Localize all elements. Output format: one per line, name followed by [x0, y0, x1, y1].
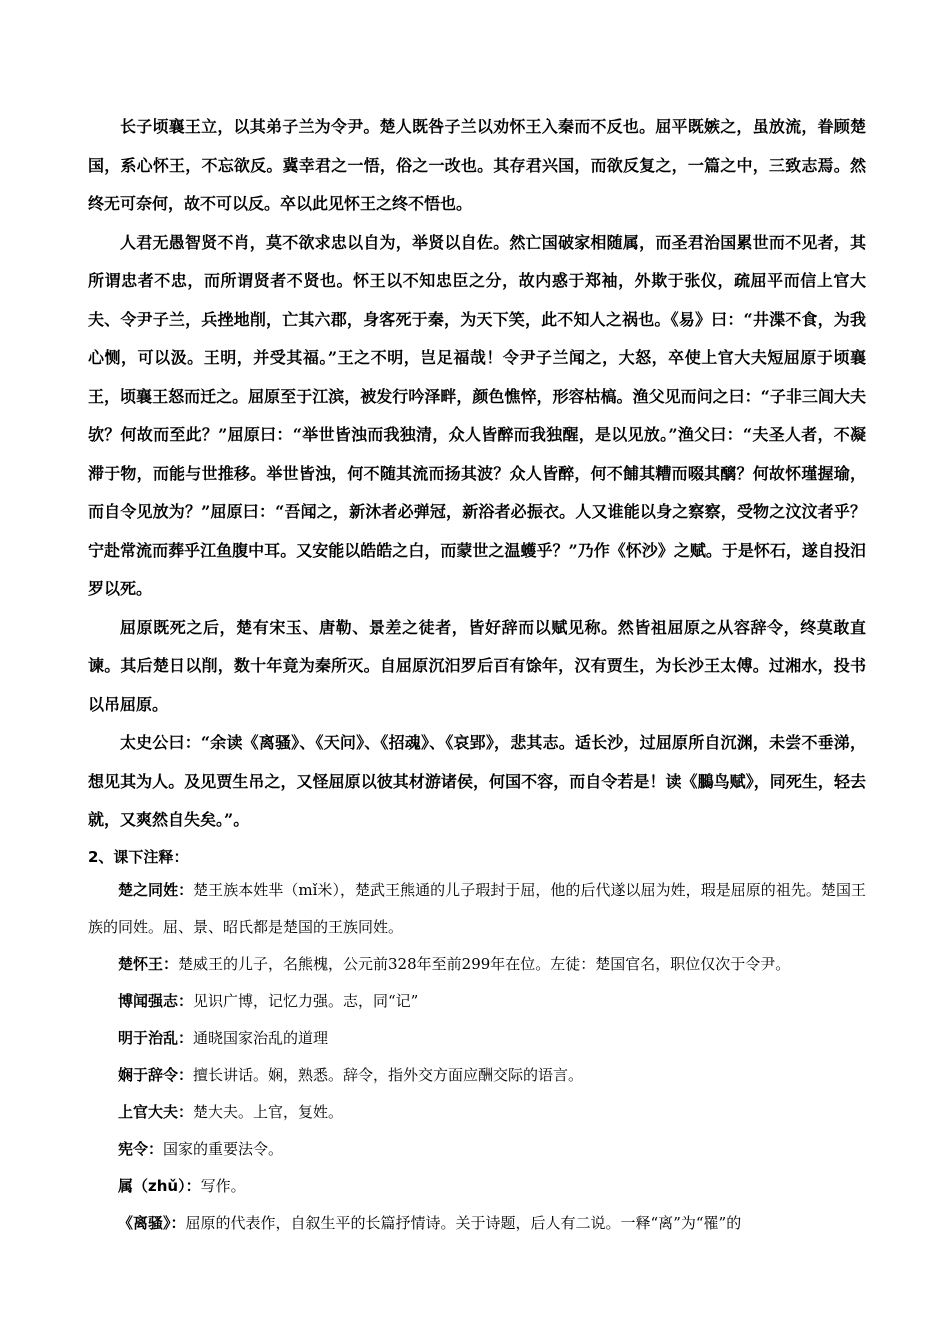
note-item	[88, 1094, 866, 1131]
note-term: 博闻强志：	[118, 991, 194, 1010]
note-term: 娴于辞令：	[118, 1065, 194, 1084]
note-item	[88, 1057, 866, 1094]
body-paragraph-1: 长子顷襄王立，以其弟子兰为令尹。楚人既咎子兰以劝怀王入秦而不反也。屈平既嫉之，虽放流，眷顾楚国，系心怀王，不忘欲反。冀幸君之一悟，俗之一改也。其存君兴国，而欲反复之，一篇之中，三致志焉。然终无可奈何，故不可以反。卒以此见怀王之终不悟也。	[88, 117, 866, 213]
note-text: 擅长讲话。娴，熟悉。辞令，指外交方面应酬交际的语言。	[193, 1065, 584, 1084]
note-item	[88, 1168, 866, 1205]
note-item	[88, 1205, 866, 1242]
section-heading: 2、课下注释：	[88, 847, 189, 866]
note-text: 楚大夫。上官，复姓。	[193, 1102, 344, 1121]
note-term: 属（zhǔ）：	[118, 1176, 201, 1195]
note-text: 楚王族本姓芈（mǐ米），楚武王熊通的儿子瑕封于屈，他的后代遂以屈为姓，瑕是屈原的祖先。楚国王族的同姓。屈、景、昭氏都是楚国的王族同姓。	[88, 880, 866, 936]
note-item	[88, 1020, 866, 1057]
document-page	[88, 108, 866, 1242]
note-text: 屈原的代表作，自叙生平的长篇抒情诗。关于诗题，后人有二说。一释“离”为“罹”的	[185, 1213, 742, 1232]
note-term: 上官大夫：	[118, 1102, 194, 1121]
note-item	[88, 946, 866, 983]
note-item	[88, 983, 866, 1020]
note-text: 楚威王的儿子，名熊槐，公元前328年至前299年在位。左徒：楚国官名，职位仅次于令尹。	[178, 954, 791, 973]
note-term: 明于治乱：	[118, 1028, 194, 1047]
note-term: 楚怀王：	[118, 954, 179, 973]
body-paragraph-4: 太史公曰：“余读《离骚》、《天问》、《招魂》、《哀郢》，悲其志。适长沙，过屈原所自沉渊，未尝不垂涕，想见其为人。及见贾生吊之，又怪屈原以彼其材游诸侯，何国不容，而自令若是！读《鵩鸟赋》，同死生，轻去就，又爽然自失矣。”。	[88, 733, 866, 829]
note-item	[88, 872, 866, 946]
note-text: 写作。	[200, 1176, 246, 1195]
body-paragraph-3: 屈原既死之后，楚有宋玉、唐勒、景差之徒者，皆好辞而以赋见称。然皆祖屈原之从容辞令，终莫敢直谏。其后楚日以削，数十年竟为秦所灭。自屈原沉汨罗后百有馀年，汉有贾生，为长沙王太傅。过湘水，投书以吊屈原。	[88, 617, 866, 714]
note-text: 通晓国家治乱的道理	[193, 1028, 329, 1047]
note-term: 宪令：	[118, 1139, 164, 1158]
body-paragraph-2: 人君无愚智贤不肖，莫不欲求忠以自为，举贤以自佐。然亡国破家相随属，而圣君治国累世而不见者，其所谓忠者不忠，而所谓贤者不贤也。怀王以不知忠臣之分，故内惑于郑袖，外欺于张仪，疏屈平而信上官大夫、令尹子兰，兵挫地削，亡其六郡，身客死于秦，为天下笑，此不知人之祸也。《易》曰：“井渫不食，为我心恻，可以汲。王明，并受其福。”王之不明，岂足福哉！令尹子兰闻之，大怒，卒使上官大夫短屈原于顷襄王，顷襄王怒而迁之。屈原至于江滨，被发行吟泽畔，颜色憔悴，形容枯槁。渔父见而问之曰：“子非三闾大夫欤？何故而至此？”屈原曰：“举世皆浊而我独清，众人皆醉而我独醒，是以见放。”渔父曰：“夫圣人者，不凝滞于物，而能与世推移。举世皆浊，何不随其流而扬其波？众人皆醉，何不餔其糟而啜其醨？何故怀瑾握瑜，而自令见放为？”屈原曰：“吾闻之，新沐者必弹冠，新浴者必振衣。人又谁能以身之察察，受物之汶汶者乎？宁赴常流而葬乎江鱼腹中耳。又安能以皓皓之白，而蒙世之温蠖乎？”乃作《怀沙》之赋。于是怀石，遂自投汨罗以死。	[88, 232, 866, 598]
note-text: 国家的重要法令。	[163, 1139, 284, 1158]
note-term: 楚之同姓：	[118, 880, 194, 899]
note-text: 见识广博，记忆力强。志，同“记”	[193, 991, 419, 1010]
note-term: 《离骚》：	[118, 1213, 186, 1232]
notes-list	[88, 872, 866, 1242]
note-item	[88, 1131, 866, 1168]
